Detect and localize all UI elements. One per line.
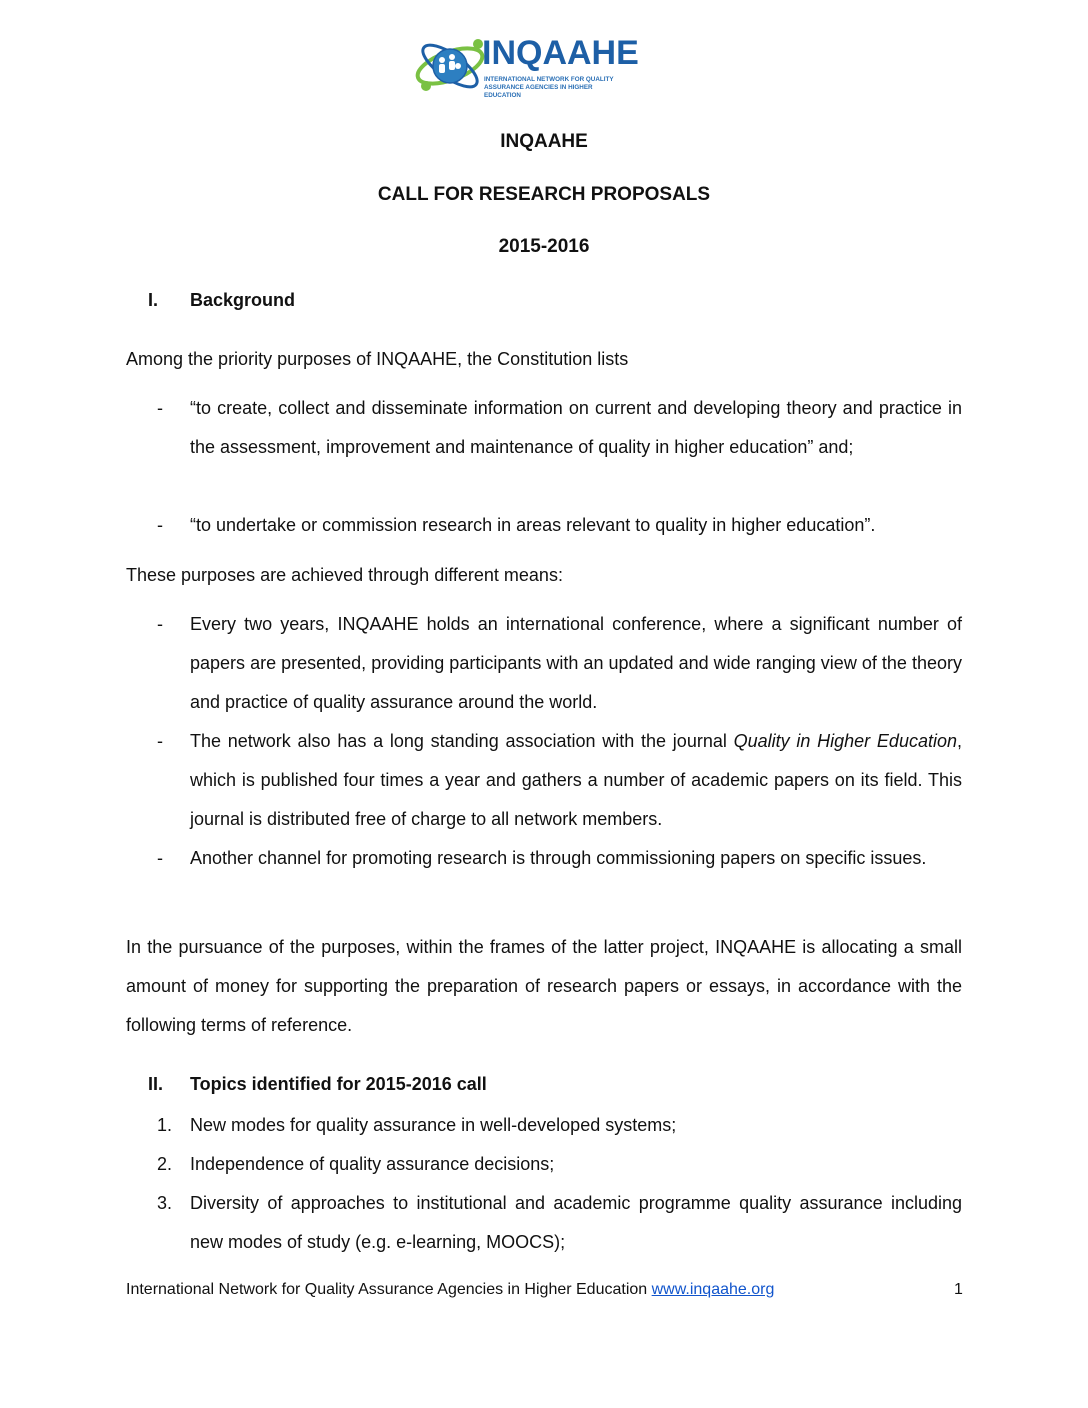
topic-text: Diversity of approaches to institutional and academic programme quality assurance including new modes of study (e.g. e-learning, MOOCS);	[190, 1193, 962, 1252]
inqaahe-logo	[412, 24, 639, 106]
list-marker: -	[157, 515, 163, 535]
list-marker: -	[157, 848, 163, 868]
means-text-before: The network also has a long standing association with the journal	[190, 731, 734, 751]
intro-paragraph: Among the priority purposes of INQAAHE, the Constitution lists	[126, 349, 629, 369]
document-title: INQAAHE	[500, 131, 588, 152]
list-item	[157, 506, 962, 545]
topic-text: New modes for quality assurance in well-developed systems;	[190, 1115, 677, 1135]
logo-subtext: INTERNATIONAL NETWORK FOR QUALITY ASSURANCE AGENCIES IN HIGHER EDUCATION	[484, 76, 614, 99]
section-number: I.	[148, 290, 159, 310]
list-item	[157, 1106, 962, 1145]
list-item	[157, 1145, 962, 1184]
means-text-after: , which is published four times a year and gathers a number of academic papers on its field. This journal is distributed free of charge to all network members.	[190, 731, 963, 829]
footer-text: International Network for Quality Assurance Agencies in Higher Education	[126, 1281, 652, 1298]
means-text: Another channel for promoting research is through commissioning papers on specific issues.	[190, 848, 927, 868]
section-number: II.	[148, 1074, 164, 1094]
list-marker: -	[157, 731, 163, 751]
means-intro-paragraph: These purposes are achieved through different means:	[126, 565, 563, 585]
list-item	[157, 1184, 962, 1262]
footer-link[interactable]: www.inqaahe.org	[651, 1281, 775, 1298]
journal-title: Quality in Higher Education	[733, 731, 957, 751]
document-year: 2015-2016	[498, 236, 590, 257]
list-item	[157, 839, 962, 878]
purpose-text: “to undertake or commission research in areas relevant to quality in higher education”.	[190, 515, 876, 535]
logo-text: INQAAHE	[482, 34, 639, 72]
purpose-text: “to create, collect and disseminate information on current and developing theory and practice in the assessment, improvement and maintenance of quality in higher education” and;	[190, 398, 962, 457]
list-marker: -	[157, 398, 163, 418]
list-marker: -	[157, 614, 163, 634]
globe-people-icon	[412, 24, 492, 106]
means-text: Every two years, INQAAHE holds an international conference, where a significant number of papers are presented, providing participants with an updated and wide ranging view of the theory and practice of quality assurance around the world.	[190, 614, 962, 712]
page-footer	[126, 1281, 774, 1299]
section-title: Background	[190, 290, 296, 310]
topic-text: Independence of quality assurance decisions;	[190, 1154, 555, 1174]
list-item	[157, 605, 962, 722]
list-number: 3.	[157, 1193, 173, 1213]
document-subtitle: CALL FOR RESEARCH PROPOSALS	[377, 184, 711, 205]
list-item	[157, 722, 963, 839]
page-number: 1	[954, 1281, 963, 1298]
closing-paragraph: In the pursuance of the purposes, within the frames of the latter project, INQAAHE is allocating a small amount of money for supporting the preparation of research papers or essays, in accordance with the following terms of reference.	[126, 937, 962, 1035]
list-item	[157, 389, 962, 467]
list-number: 1.	[157, 1115, 173, 1135]
section-title: Topics identified for 2015-2016 call	[190, 1074, 487, 1094]
list-number: 2.	[157, 1154, 173, 1174]
